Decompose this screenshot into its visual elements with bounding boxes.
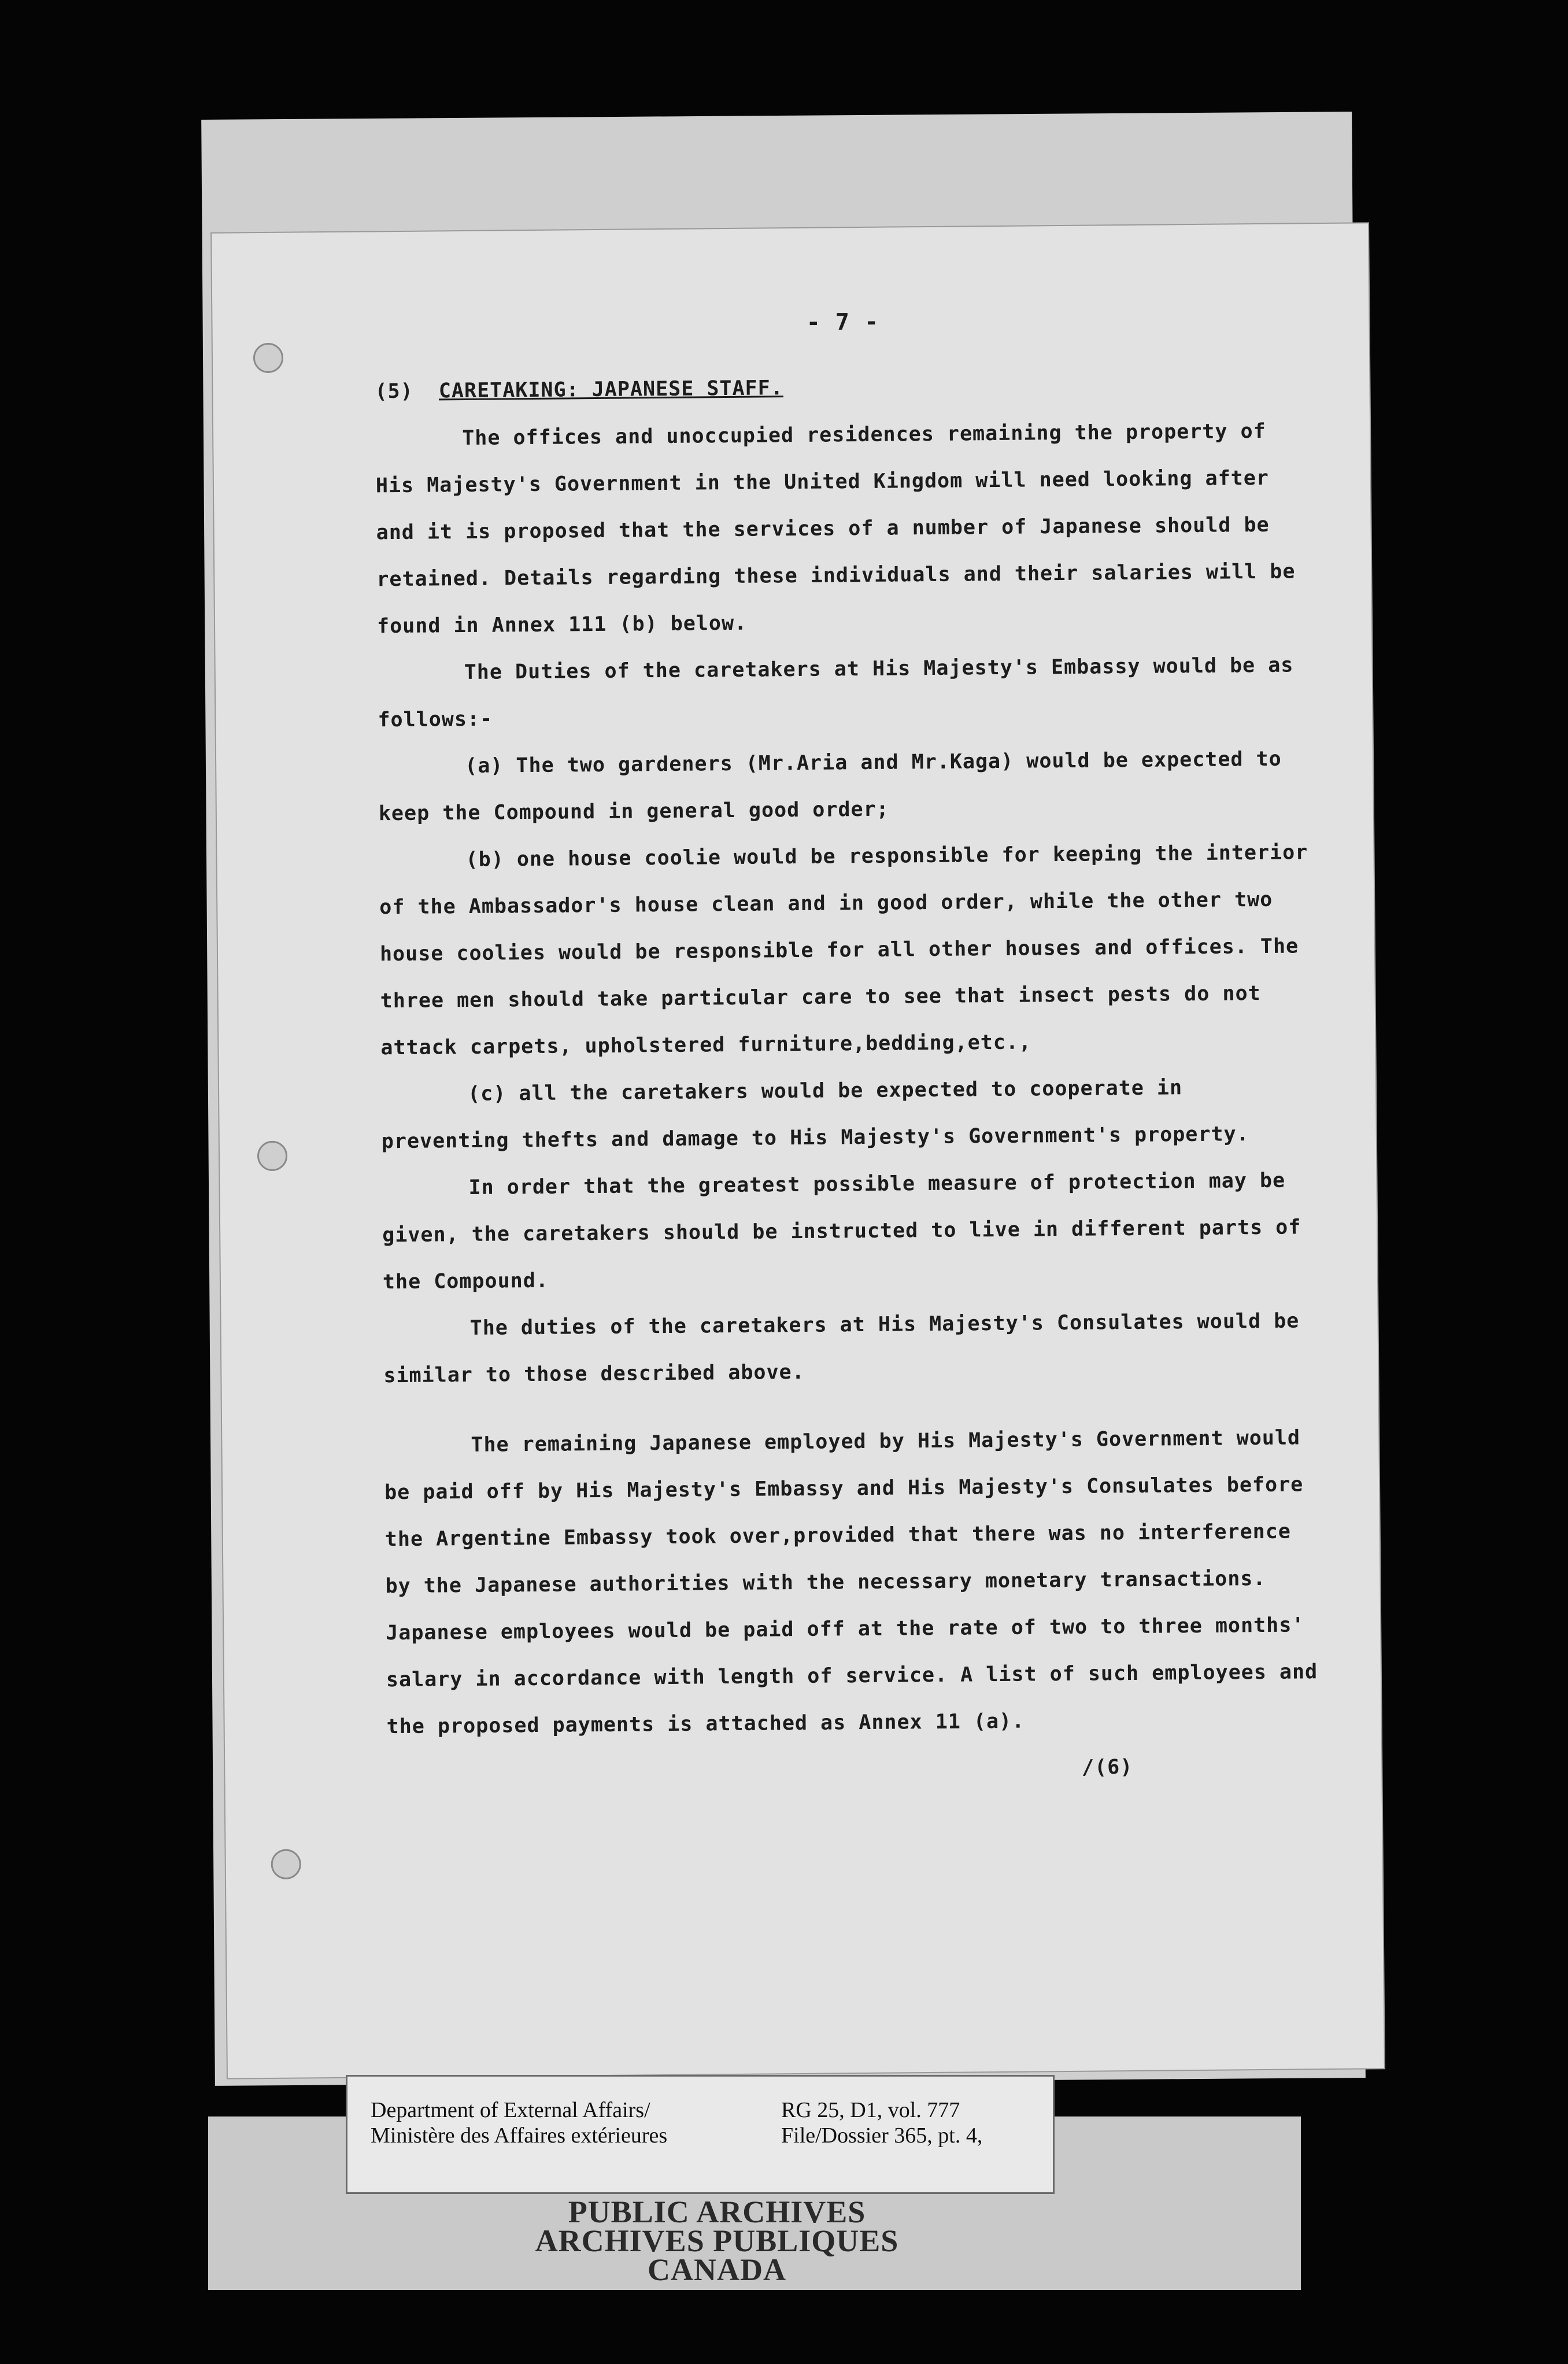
archive-label bbox=[346, 2075, 1055, 2194]
continuation-marker: /(6) bbox=[1081, 1755, 1133, 1779]
paragraph: The remaining Japanese employed by His Majesty's Government would be paid off by His Majesty's Embassy and His Majesty's Consulates before the Argentine Embassy took over,provided that there was no interference by the Japanese authorities with the necessary monetary transactions. Japanese employees would be paid off at the rate of two to three months' salary in accordance with length of service. A list of such employees and the proposed payments is attached as Annex 11 (a). bbox=[384, 1426, 1318, 1739]
archives-stamp bbox=[457, 2195, 977, 2287]
section-title: CARETAKING: JAPANESE STAFF. bbox=[438, 376, 783, 403]
punch-hole bbox=[253, 343, 283, 373]
page-body bbox=[374, 305, 1323, 1785]
document-page bbox=[212, 223, 1384, 2078]
stamp-line: ARCHIVES PUBLIQUES bbox=[535, 2223, 899, 2258]
file-reference: File/Dossier 365, pt. 4, bbox=[781, 2123, 983, 2148]
stamp-line: CANADA bbox=[648, 2252, 786, 2287]
page-number: - 7 - bbox=[806, 308, 879, 336]
list-item-b: (b) one house coolie would be responsible for keeping the interior of the Ambassador's house clean and in good order, while the other two house coolies would be responsible for all other houses and offices. The three men should take particular care to see that insect pests do not attack carpets, upholstered furniture,bedding,etc., bbox=[379, 841, 1308, 1060]
section-heading bbox=[375, 372, 1311, 403]
department-name bbox=[371, 2097, 667, 2148]
record-group: RG 25, D1, vol. 777 bbox=[781, 2098, 960, 2122]
list-item-a: (a) The two gardeners (Mr.Aria and Mr.Kaga) would be expected to keep the Compound in general good order; bbox=[378, 747, 1282, 826]
punch-hole bbox=[271, 1849, 301, 1879]
department-en: Department of External Affairs/ bbox=[371, 2098, 650, 2122]
paragraph: The Duties of the caretakers at His Majesty's Embassy would be as follows:- bbox=[378, 653, 1294, 732]
department-fr: Ministère des Affaires extérieures bbox=[371, 2123, 668, 2148]
paragraph: In order that the greatest possible measure of protection may be given, the caretakers should be instructed to live in different parts of the Compound. bbox=[382, 1169, 1301, 1294]
paragraph: The offices and unoccupied residences remaining the property of His Majesty's Government in the United Kingdom will need looking after and it is proposed that the services of a number of Japanese should be retained. Details regarding these individuals and their salaries will be found in Annex 111 (b) below. bbox=[375, 419, 1296, 638]
list-item-c: (c) all the caretakers would be expected to cooperate in preventing thefts and damage to His Majesty's Government's property. bbox=[381, 1076, 1249, 1154]
section-label: (5) bbox=[375, 379, 413, 404]
stamp-line: PUBLIC ARCHIVES bbox=[568, 2195, 866, 2229]
archive-reference bbox=[781, 2097, 982, 2148]
punch-hole bbox=[257, 1141, 287, 1171]
paragraph: The duties of the caretakers at His Majesty's Consulates would be similar to those described above. bbox=[383, 1309, 1300, 1388]
